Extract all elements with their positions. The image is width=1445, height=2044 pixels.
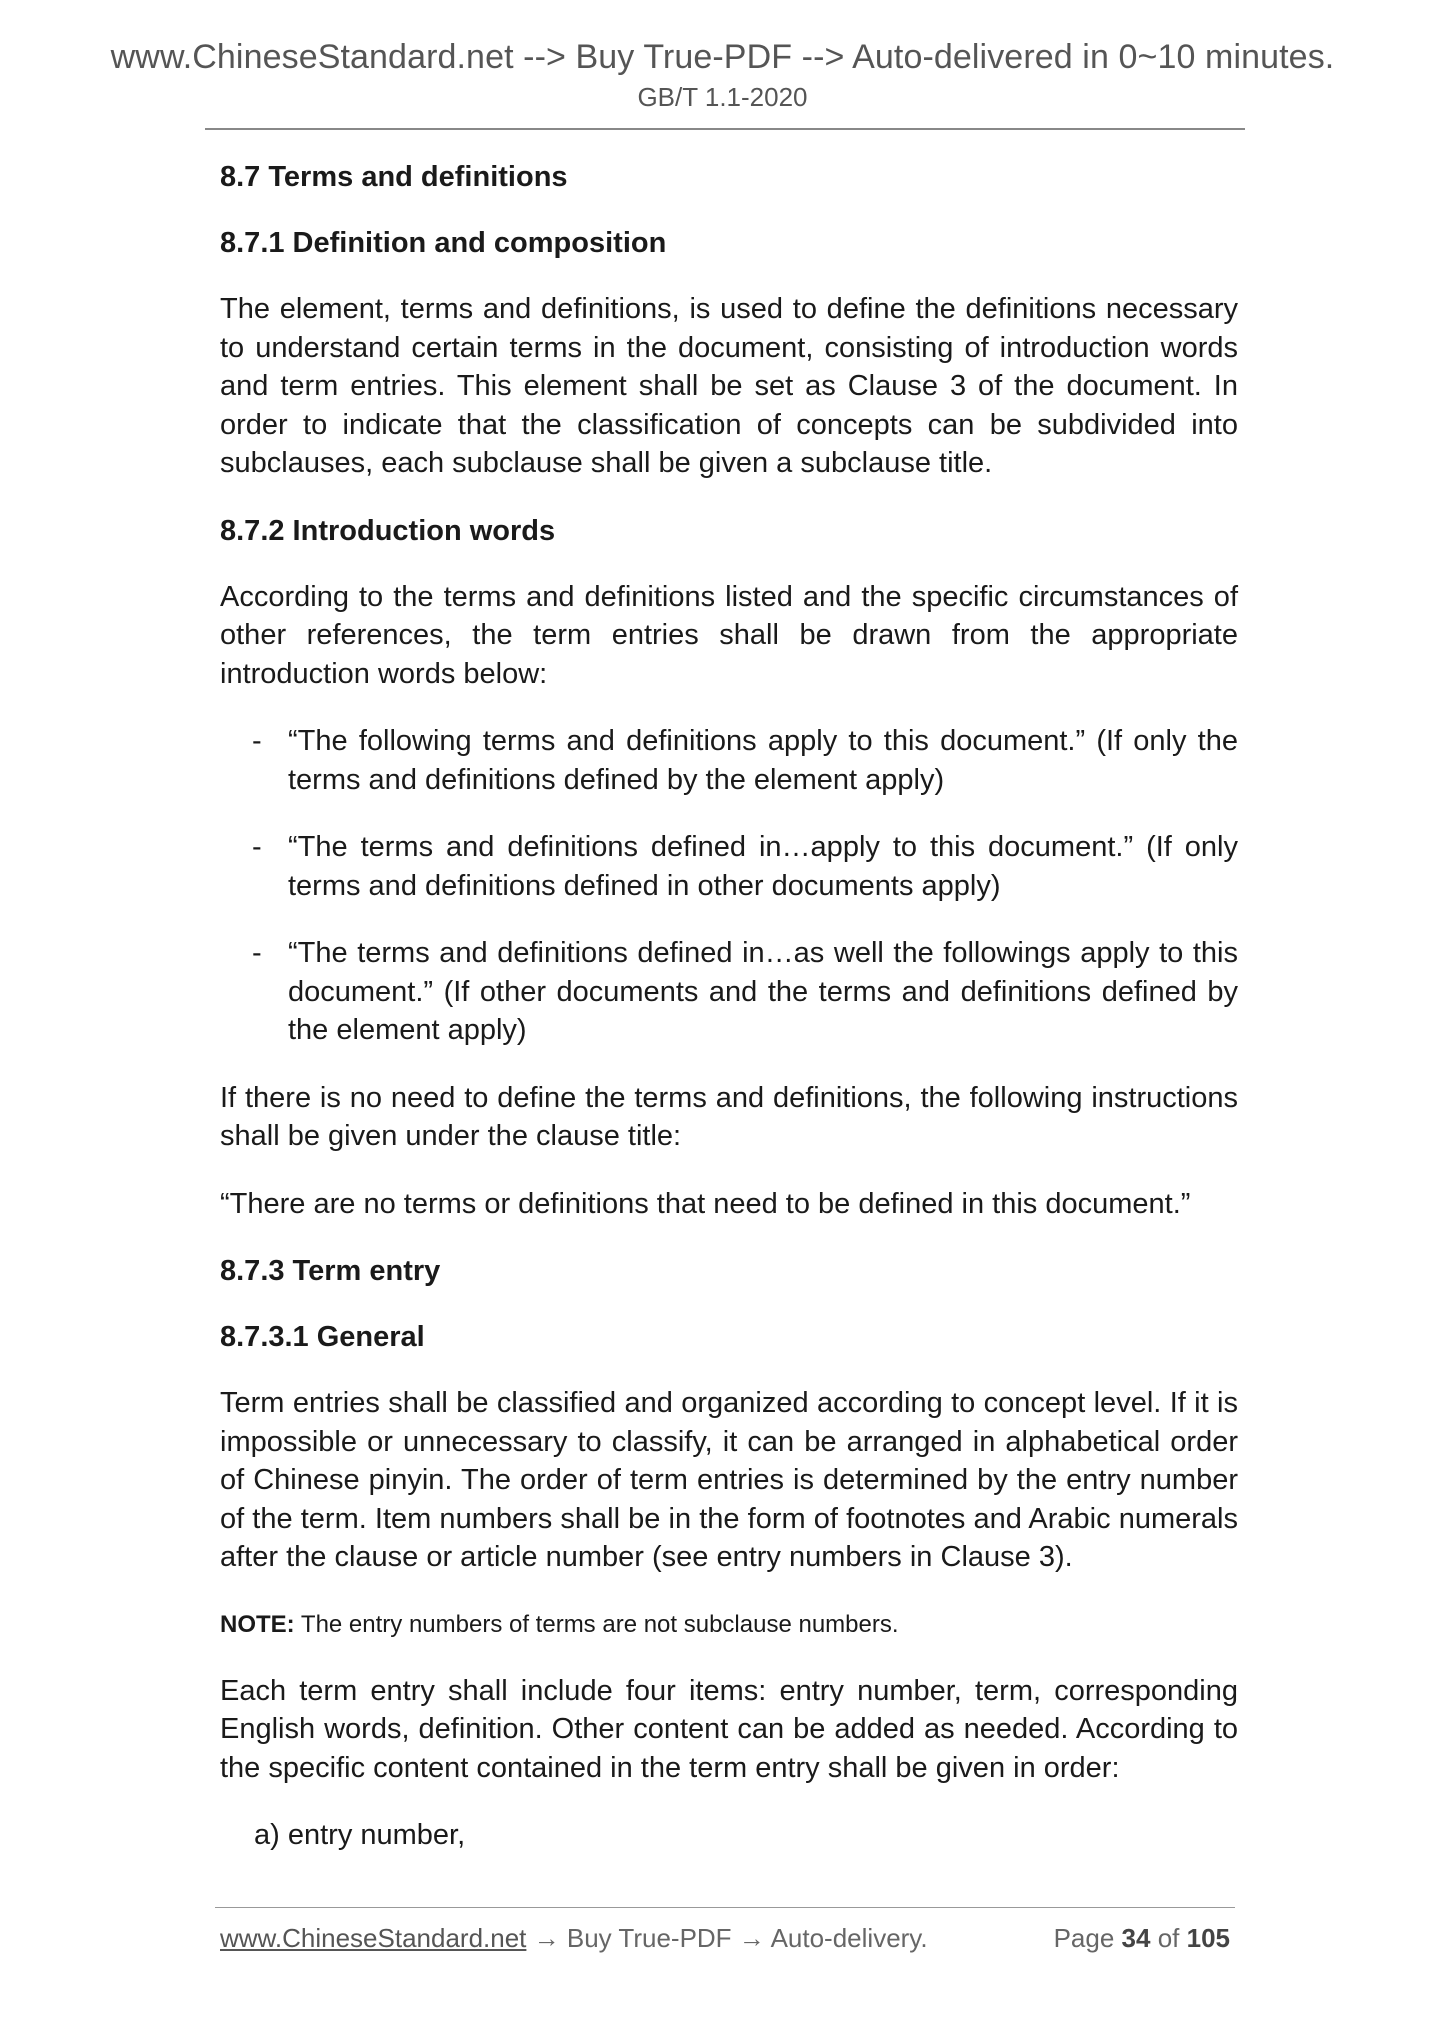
paragraph-term-entry-items: Each term entry shall include four items: entry number, term, corresponding English words, definition. Other content can be added as needed. According to the specific content contained in the term entry shall be given in order: <box>220 1674 1238 1784</box>
enum-item-a: a) entry number, <box>254 1819 466 1851</box>
paragraph-introduction-words: According to the terms and definitions listed and the specific circumstances of other references, the term entries shall be drawn from the appropriate introduction words below: <box>220 580 1238 690</box>
list-dash: - <box>252 831 262 863</box>
footer-divider <box>215 1907 1235 1908</box>
list-dash: - <box>252 725 262 757</box>
note-label: NOTE: <box>220 1610 295 1638</box>
page-number: 34 <box>1121 1923 1151 1953</box>
document-code: GB/T 1.1-2020 <box>637 82 808 112</box>
heading-8-7-3: 8.7.3 Term entry <box>220 1255 441 1287</box>
page-indicator <box>1054 1923 1230 1954</box>
note <box>220 1606 1238 1644</box>
list-item-text: “The following terms and definitions apply to this document.” (If only the terms and definitions defined by the element apply) <box>288 725 1238 796</box>
paragraph-definition-composition: The element, terms and definitions, is used to define the definitions necessary to understand certain terms in the document, consisting of introduction words and term entries. This element shall be set as Clause 3 of the document. In order to indicate that the classification of concepts can be subdivided into subclauses, each subclause shall be given a subclause title. <box>220 293 1238 479</box>
page-content <box>220 158 1238 1855</box>
list-dash: - <box>252 937 262 969</box>
heading-8-7-2: 8.7.2 Introduction words <box>220 514 556 547</box>
page-label: Page <box>1053 1923 1122 1953</box>
list-item <box>252 722 1238 799</box>
footer-tail: → Buy True-PDF → Auto-delivery. <box>526 1923 928 1953</box>
paragraph-no-terms-quote: “There are no terms or definitions that need to be defined in this document.” <box>220 1187 1191 1220</box>
heading-8-7-1: 8.7.1 Definition and composition <box>220 227 667 259</box>
footer-site-link[interactable]: www.ChineseStandard.net <box>220 1923 527 1953</box>
footer <box>220 1923 1230 1954</box>
page-total: 105 <box>1186 1923 1230 1953</box>
heading-8-7: 8.7 Terms and definitions <box>220 161 568 193</box>
list-item <box>252 828 1238 905</box>
list-item-text: “The terms and definitions defined in…apply to this document.” (If only terms and definitions defined in other documents apply) <box>288 831 1238 902</box>
top-banner: www.ChineseStandard.net --> Buy True-PDF --> Auto-delivered in 0~10 minutes. <box>110 38 1335 76</box>
paragraph-no-terms-instruction: If there is no need to define the terms and definitions, the following instructions shall be given under the clause title: <box>220 1081 1238 1152</box>
paragraph-term-entries-general: Term entries shall be classified and organized according to concept level. If it is impossible or unnecessary to classify, it can be arranged in alphabetical order of Chinese pinyin. The order of term entries is determined by the entry number of the term. Item numbers shall be in the form of footnotes and Arabic numerals after the clause or article number (see entry numbers in Clause 3). <box>220 1387 1238 1573</box>
header-divider <box>205 128 1245 130</box>
list-item <box>252 934 1238 1050</box>
note-text: The entry numbers of terms are not subclause numbers. <box>294 1610 899 1638</box>
list-item-text: “The terms and definitions defined in…as well the followings apply to this document.” (If other documents and the terms and definitions defined by the element apply) <box>288 937 1238 1046</box>
page-of-label: of <box>1150 1923 1187 1953</box>
heading-8-7-3-1: 8.7.3.1 General <box>220 1321 425 1353</box>
